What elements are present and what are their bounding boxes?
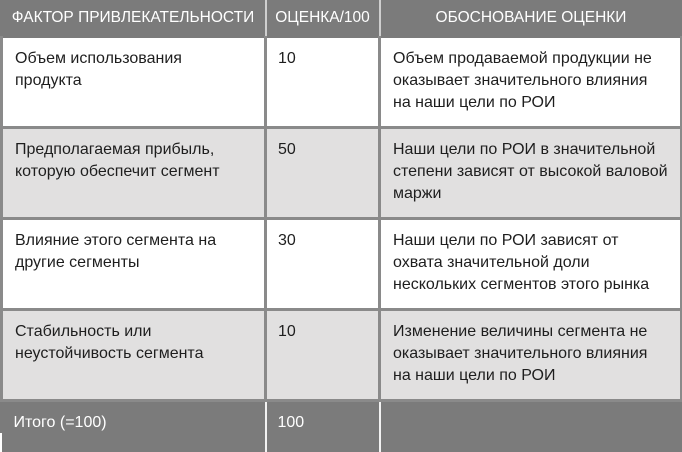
table-row (2, 310, 682, 401)
factor-cell: Влияние этого сегмента на другие сегменты (2, 219, 266, 310)
table-row (2, 219, 682, 310)
rationale-cell: Наши цели по РОИ зависят от охвата значительной доли нескольких сегментов этого рынка (380, 219, 682, 310)
total-rationale (380, 401, 682, 452)
column-header-score: ОЦЕНКА/100 (266, 0, 380, 37)
rationale-cell: Наши цели по РОИ в значительной степени зависят от высокой валовой маржи (380, 128, 682, 219)
score-cell: 30 (266, 219, 380, 310)
factor-cell: Стабильность или неустойчивость сегмента (2, 310, 266, 401)
column-header-rationale: ОБОСНОВАНИЕ ОЦЕНКИ (380, 0, 682, 37)
rationale-cell: Изменение величины сегмента не оказывает значительного влияния на наши цели по РОИ (380, 310, 682, 401)
column-header-factor: ФАКТОР ПРИВЛЕКАТЕЛЬНОСТИ (2, 0, 266, 37)
table-header-row (2, 0, 682, 37)
table-row (2, 128, 682, 219)
rationale-cell: Объем продаваемой продукции не оказывает значительного влияния на наши цели по РОИ (380, 37, 682, 128)
total-row (2, 401, 682, 452)
factor-cell: Объем использования продукта (2, 37, 266, 128)
factor-cell: Предполагаемая прибыль, которую обеспечит сегмент (2, 128, 266, 219)
table-row (2, 37, 682, 128)
score-cell: 10 (266, 37, 380, 128)
score-cell: 50 (266, 128, 380, 219)
total-label: Итого (=100) (2, 401, 266, 452)
total-score: 100 (266, 401, 380, 452)
score-cell: 10 (266, 310, 380, 401)
